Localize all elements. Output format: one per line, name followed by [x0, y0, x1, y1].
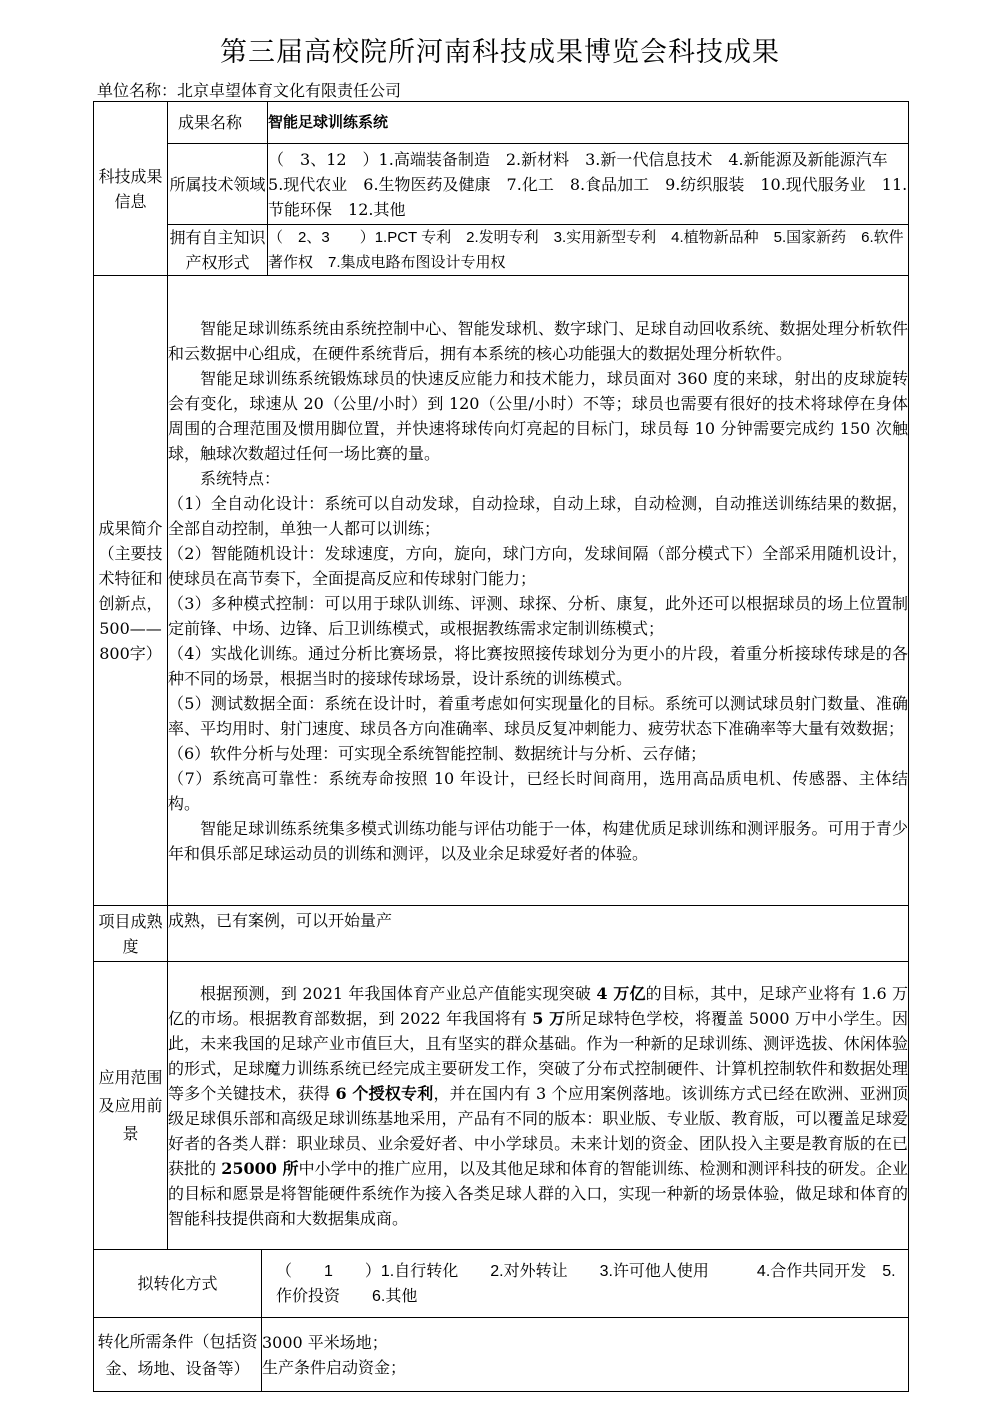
app-highlight: 6 个授权专利: [335, 1083, 434, 1103]
page-title: 第三届高校院所河南科技成果博览会科技成果: [220, 37, 780, 68]
tech-field-label-text: 所属技术领域: [169, 174, 266, 194]
feature-item: （4）实战化训练。通过分析比赛场景，将比赛按照接传球划分为更小的片段，着重分析接球传球是的各种不同的场景，根据当时的接球传球场景，设计系统的训练模式。: [168, 643, 909, 688]
achievement-name-value: [268, 102, 909, 144]
achievement-name-label: [168, 102, 268, 144]
ip-form-value: [268, 225, 909, 276]
intro-paragraph: 智能足球训练系统由系统控制中心、智能发球机、数字球门、足球自动回收系统、数据处理分析软件和云数据中心组成，在硬件系统背后，拥有本系统的核心功能强大的数据处理分析软件。: [168, 318, 909, 363]
condition-line: 生产条件启动资金；: [262, 1357, 407, 1377]
feature-item: （7）系统高可靠性：系统寿命按照 10 年设计，已经长时间商用，选用高品质电机、传感器、主体结构。: [168, 768, 909, 813]
app-text: 所足球特色学校，将覆盖 5000 万中小学生。因此，未来我国的足球产业市值巨大，且有坚实的群众基础。作为一种新的足球训练、测评选拔、休闲体验的形式，足球魔力训练系统已经完成主要研发工作，突破了分布式控制硬件、计算机控制软件和数据处理等多个关键技术，获得: [168, 1008, 909, 1103]
app-text: 的目标，其中，足球产业将有 1.6 万亿的市场。根据教育部数据，到 2022 年我国将有: [168, 983, 909, 1028]
feature-item: （6）软件分析与处理：可实现全系统智能控制、数据统计与分析、云存储；: [168, 743, 707, 763]
application-paragraph: [168, 981, 908, 1231]
conversion-value-text: （ 1 ）1.自行转化 2.对外转让 3.许可他人使用 4.合作共同开发 5.作价投资 6.其他: [276, 1262, 896, 1305]
achievement-name-label-text: 成果名称: [178, 113, 243, 132]
application-label: [94, 962, 168, 1250]
tech-field-value: [268, 144, 909, 225]
tech-field-label: [168, 144, 268, 225]
unit-name: 单位名称：北京卓望体育文化有限责任公司: [97, 81, 402, 100]
app-highlight: 25000 所: [221, 1158, 299, 1178]
app-highlight: 4 万亿: [596, 983, 646, 1003]
feature-item: （2）智能随机设计：发球速度，方向，旋向，球门方向，发球间隔（部分模式下）全部采用随机设计，使球员在高节奏下，全面提高反应和传球射门能力；: [168, 543, 909, 588]
app-text: 中小学中的推广应用，以及其他足球和体育的智能训练、检测和测评科技的研发。企业的目标和愿景是将智能硬件系统作为接入各类足球人群的入口，实现一种新的场景体验，做足球和体育的智能科技提供商和大数据集成商。: [168, 1158, 909, 1228]
app-highlight: 5 万: [532, 1008, 566, 1028]
intro-paragraph: 智能足球训练系统锻炼球员的快速反应能力和技术能力，球员面对 360 度的来球，射出的皮球旋转会有变化，球速从 20（公里/小时）到 120（公里/小时）不等；球员也需要有很好的技术将球停在身体周围的合理范围及惯用脚位置，并快速将球传向灯亮起的目标门，球员每 10 分钟需要完成约 150 次触球，触球次数超过任何一场比赛的量。: [168, 368, 909, 463]
intro-label-text: 成果简介（主要技术特征和创新点，500——800字）: [98, 518, 163, 663]
achievement-name-value-text: 智能足球训练系统: [268, 113, 389, 131]
ip-form-value-text: （ 2、3 ）1.PCT 专利 2.发明专利 3.实用新型专利 4.植物新品种 5.国家新药 6.软件著作权 7.集成电路布图设计专用权: [268, 229, 904, 271]
achievement-form-table: [93, 101, 909, 1392]
ip-form-label-text: 拥有自主知识产权形式: [169, 228, 266, 272]
application-content: [168, 962, 909, 1250]
conditions-label-text: 转化所需条件（包括资金、场地、设备等）: [97, 1331, 258, 1378]
tech-info-label-text: 科技成果信息: [98, 166, 163, 211]
conversion-label: [94, 1250, 262, 1318]
intro-features-heading: 系统特点：: [200, 468, 281, 488]
app-text: 根据预测，到 2021 年我国体育产业总产值能实现突破: [200, 983, 597, 1003]
conditions-label: [94, 1318, 262, 1392]
maturity-label-text: 项目成熟度: [98, 911, 163, 956]
application-label-text: 应用范围及应用前景: [98, 1067, 163, 1143]
tech-info-label: [94, 102, 168, 276]
intro-label: [94, 276, 168, 906]
tech-field-value-text: （ 3、12 ）1.高端装备制造 2.新材料 3.新一代信息技术 4.新能源及新能源汽车 5.现代农业 6.生物医药及健康 7.化工 8.食品加工 9.纺织服装 10.现代服务业 11.节能环保 12.其他: [268, 149, 908, 219]
intro-closing: 智能足球训练系统集多模式训练功能与评估功能于一体，构建优质足球训练和测评服务。可用于青少年和俱乐部足球运动员的训练和测评，以及业余足球爱好者的体验。: [168, 818, 909, 863]
feature-item: （5）测试数据全面：系统在设计时，着重考虑如何实现量化的目标。系统可以测试球员射门数量、准确率、平均用时、射门速度、球员各方向准确率、球员反复冲刺能力、疲劳状态下准确率等大量有效数据；: [168, 693, 909, 738]
maturity-value: [168, 906, 909, 962]
ip-form-label: [168, 225, 268, 276]
feature-item: （1）全自动化设计：系统可以自动发球，自动捡球，自动上球，自动检测，自动推送训练结果的数据，全部自动控制，单独一人都可以训练；: [168, 493, 909, 538]
feature-item: （3）多种模式控制：可以用于球队训练、评测、球探、分析、康复，此外还可以根据球员的场上位置制定前锋、中场、边锋、后卫训练模式，或根据教练需求定制训练模式；: [168, 593, 909, 638]
intro-content: [168, 276, 909, 906]
condition-line: 3000 平米场地；: [262, 1332, 388, 1352]
app-text: ，并在国内有 3 个应用案例落地。该训练方式已经在欧洲、亚洲顶级足球俱乐部和高级足球训练基地采用，产品有不同的版本：职业版、专业版、教育版，可以覆盖足球爱好者的各类人群：职业球员、业余爱好者、中小学球员。未来计划的资金、团队投入主要是教育版的在已获批的: [168, 1083, 909, 1178]
maturity-label: [94, 906, 168, 962]
conversion-label-text: 拟转化方式: [137, 1274, 218, 1293]
conversion-value: [262, 1250, 909, 1318]
conditions-value: [262, 1318, 909, 1392]
maturity-value-text: 成熟，已有案例，可以开始量产: [168, 911, 393, 930]
